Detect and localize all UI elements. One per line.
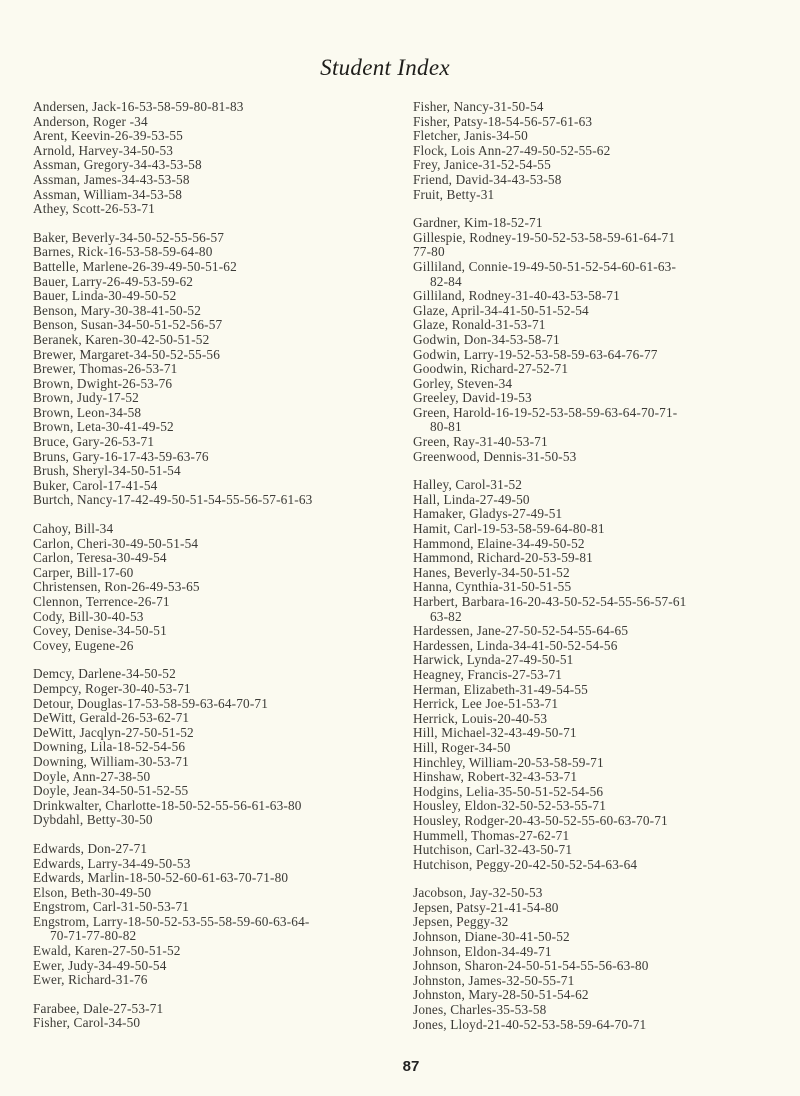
index-entry: Athey, Scott-26-53-71 <box>33 201 155 217</box>
index-entry: Brown, Leon-34-58 <box>33 404 142 420</box>
index-entry: Edwards, Marlin-18-50-52-60-61-63-70-71-80 <box>33 870 289 886</box>
index-entry: Hill, Roger-34-50 <box>413 739 511 755</box>
index-entry: Hanna, Cynthia-31-50-51-55 <box>413 579 572 595</box>
index-entry: Anderson, Roger -34 <box>33 113 148 129</box>
index-entry: Dempcy, Roger-30-40-53-71 <box>33 680 191 696</box>
index-entry: Drinkwalter, Charlotte-18-50-52-55-56-61-63-80 <box>33 797 302 813</box>
index-group-d <box>33 667 403 828</box>
index-entry: Ewald, Karen-27-50-51-52 <box>33 943 181 959</box>
index-entry: Hanes, Beverly-34-50-51-52 <box>413 564 570 580</box>
index-entry: Friend, David-34-43-53-58 <box>413 171 562 187</box>
index-entry: Jepsen, Peggy-32 <box>413 914 509 930</box>
index-entry: Hinchley, William-20-53-58-59-71 <box>413 754 604 770</box>
index-entry: Cody, Bill-30-40-53 <box>33 608 144 624</box>
index-entry: Downing, Lila-18-52-54-56 <box>33 739 186 755</box>
index-entry: Housley, Rodger-20-43-50-52-55-60-63-70-71 <box>413 812 668 828</box>
index-entry: Bauer, Linda-30-49-50-52 <box>33 288 177 304</box>
index-group-g <box>413 216 793 464</box>
index-column-right <box>413 100 793 1046</box>
index-entry: Herrick, Lee Joe-51-53-71 <box>413 696 559 712</box>
index-entry: Edwards, Larry-34-49-50-53 <box>33 855 191 871</box>
page-title: Student Index <box>320 55 450 80</box>
index-entry: Detour, Douglas-17-53-58-59-63-64-70-71 <box>33 695 269 711</box>
page-number: 87 <box>402 1058 420 1075</box>
index-entry: Bauer, Larry-26-49-53-59-62 <box>33 273 194 289</box>
index-entry: Brewer, Thomas-26-53-71 <box>33 361 178 377</box>
index-entry: Clennon, Terrence-26-71 <box>33 594 170 609</box>
index-entry: Gillespie, Rodney-19-50-52-53-58-59-61-64-71 <box>413 229 676 245</box>
index-entry: Christensen, Ron-26-49-53-65 <box>33 579 200 595</box>
index-entry: Gorley, Steven-34 <box>413 375 513 391</box>
index-entry: Hammond, Richard-20-53-59-81 <box>413 550 593 566</box>
index-entry: Hamaker, Gladys-27-49-51 <box>413 506 563 522</box>
index-entry: Gilliland, Rodney-31-40-43-53-58-71 <box>413 288 620 304</box>
index-entry: Green, Ray-31-40-53-71 <box>413 434 548 450</box>
index-entry: Godwin, Larry-19-52-53-58-59-63-64-76-77 <box>413 346 658 362</box>
index-entry: Fisher, Patsy-18-54-56-57-61-63 <box>413 113 593 129</box>
index-entry-continuation: 70-71-77-80-82 <box>50 928 137 944</box>
index-entry: Buker, Carol-17-41-54 <box>33 477 158 493</box>
index-entry: Farabee, Dale-27-53-71 <box>33 1000 164 1016</box>
index-entry: Battelle, Marlene-26-39-49-50-51-62 <box>33 258 237 274</box>
index-entry-continuation: 82-84 <box>430 273 462 289</box>
index-entry: Cahoy, Bill-34 <box>33 521 114 537</box>
index-entry: Carlon, Teresa-30-49-54 <box>33 550 167 566</box>
index-entry: Hall, Linda-27-49-50 <box>413 491 530 507</box>
index-entry: Carper, Bill-17-60 <box>33 564 134 580</box>
index-entry: Hutchison, Peggy-20-42-50-52-54-63-64 <box>413 856 638 872</box>
index-entry: Brown, Judy-17-52 <box>33 390 139 406</box>
index-entry: Housley, Eldon-32-50-52-53-55-71 <box>413 798 607 814</box>
index-entry: Hammond, Elaine-34-49-50-52 <box>413 535 585 551</box>
index-entry: Hill, Michael-32-43-49-50-71 <box>413 725 577 741</box>
index-entry: Covey, Eugene-26 <box>33 637 134 653</box>
index-entry: Ewer, Richard-31-76 <box>33 972 148 988</box>
index-group-e <box>33 842 403 988</box>
index-entry: DeWitt, Jacqlyn-27-50-51-52 <box>33 724 194 740</box>
index-entry: Hardessen, Jane-27-50-52-54-55-64-65 <box>413 623 629 639</box>
index-group-f <box>33 1002 403 1031</box>
index-entry: Ewer, Judy-34-49-50-54 <box>33 957 167 973</box>
index-entry: Baker, Beverly-34-50-52-55-56-57 <box>33 229 225 245</box>
index-entry: Brewer, Margaret-34-50-52-55-56 <box>33 346 221 362</box>
index-group-a <box>33 100 403 217</box>
index-entry: Assman, James-34-43-53-58 <box>33 171 190 187</box>
index-entry: Johnson, Eldon-34-49-71 <box>413 943 552 959</box>
index-entry: Fletcher, Janis-34-50 <box>413 128 528 144</box>
index-column-left <box>33 100 403 1045</box>
index-entry: Assman, William-34-53-58 <box>33 186 183 202</box>
index-entry-continuation: 80-81 <box>430 419 462 435</box>
index-entry: Godwin, Don-34-53-58-71 <box>413 331 560 347</box>
index-entry: Benson, Mary-30-38-41-50-52 <box>33 302 202 318</box>
index-entry: Brown, Dwight-26-53-76 <box>33 375 173 391</box>
index-entry: Covey, Denise-34-50-51 <box>33 623 167 639</box>
index-entry: Beranek, Karen-30-42-50-51-52 <box>33 331 210 347</box>
index-entry: Flock, Lois Ann-27-49-50-52-55-62 <box>413 142 611 158</box>
index-entry: Glaze, Ronald-31-53-71 <box>413 317 546 333</box>
index-entry: Barnes, Rick-16-53-58-59-64-80 <box>33 244 213 260</box>
index-entry: Johnson, Diane-30-41-50-52 <box>413 929 570 945</box>
index-group-f-cont <box>413 100 793 202</box>
index-group-c <box>33 522 403 653</box>
index-entry: Brush, Sheryl-34-50-51-54 <box>33 463 181 479</box>
index-entry: Assman, Gregory-34-43-53-58 <box>33 157 202 173</box>
index-entry: Elson, Beth-30-49-50 <box>33 884 152 900</box>
index-entry: Fisher, Nancy-31-50-54 <box>413 99 544 114</box>
index-entry: Fruit, Betty-31 <box>413 186 495 202</box>
index-entry: Fisher, Carol-34-50 <box>33 1015 141 1031</box>
index-entry: Carlon, Cheri-30-49-50-51-54 <box>33 535 199 551</box>
index-entry: Goodwin, Richard-27-52-71 <box>413 361 569 377</box>
index-entry: Hinshaw, Robert-32-43-53-71 <box>413 769 578 785</box>
index-entry: Greeley, David-19-53 <box>413 390 532 406</box>
index-entry: Harwick, Lynda-27-49-50-51 <box>413 652 574 668</box>
index-entry: Johnston, Mary-28-50-51-54-62 <box>413 987 589 1003</box>
index-entry: Bruns, Gary-16-17-43-59-63-76 <box>33 448 209 464</box>
index-entry: Arnold, Harvey-34-50-53 <box>33 142 174 158</box>
index-entry: Andersen, Jack-16-53-58-59-80-81-83 <box>33 99 244 114</box>
index-entry: Hutchison, Carl-32-43-50-71 <box>413 842 573 858</box>
index-entry: Green, Harold-16-19-52-53-58-59-63-64-70-71- <box>413 404 678 420</box>
index-entry: Brown, Leta-30-41-49-52 <box>33 419 174 435</box>
index-entry: Glaze, April-34-41-50-51-52-54 <box>413 302 589 318</box>
index-entry: Doyle, Ann-27-38-50 <box>33 768 151 784</box>
index-group-j <box>413 886 793 1032</box>
index-entry: Harbert, Barbara-16-20-43-50-52-54-55-56-57-61 <box>413 594 687 609</box>
index-entry: Jacobson, Jay-32-50-53 <box>413 885 543 901</box>
index-entry: Johnson, Sharon-24-50-51-54-55-56-63-80 <box>413 958 649 974</box>
index-entry: Greenwood, Dennis-31-50-53 <box>413 448 577 464</box>
index-entry: Gardner, Kim-18-52-71 <box>413 215 543 231</box>
index-entry: Dybdahl, Betty-30-50 <box>33 812 153 828</box>
index-entry: Hummell, Thomas-27-62-71 <box>413 827 570 843</box>
index-entry-continuation: 63-82 <box>430 608 462 624</box>
index-entry: DeWitt, Gerald-26-53-62-71 <box>33 710 190 726</box>
index-entry: Heagney, Francis-27-53-71 <box>413 666 563 682</box>
index-entry: Bruce, Gary-26-53-71 <box>33 434 155 450</box>
index-entry: Herrick, Louis-20-40-53 <box>413 710 548 726</box>
index-entry-continuation: 77-80 <box>413 244 445 260</box>
index-entry: Engstrom, Carl-31-50-53-71 <box>33 899 190 915</box>
index-entry: Arent, Keevin-26-39-53-55 <box>33 128 183 144</box>
index-entry: Hardessen, Linda-34-41-50-52-54-56 <box>413 637 618 653</box>
index-entry: Doyle, Jean-34-50-51-52-55 <box>33 783 189 799</box>
index-entry: Hodgins, Lelia-35-50-51-52-54-56 <box>413 783 604 799</box>
index-entry: Frey, Janice-31-52-54-55 <box>413 157 551 173</box>
index-entry: Edwards, Don-27-71 <box>33 840 148 856</box>
index-entry: Herman, Elizabeth-31-49-54-55 <box>413 681 588 697</box>
index-entry: Gilliland, Connie-19-49-50-51-52-54-60-61-63- <box>413 258 677 274</box>
index-group-b <box>33 231 403 508</box>
index-entry: Jepsen, Patsy-21-41-54-80 <box>413 899 559 915</box>
index-entry: Downing, William-30-53-71 <box>33 753 189 769</box>
index-group-h <box>413 478 793 872</box>
index-entry: Jones, Charles-35-53-58 <box>413 1002 547 1018</box>
index-entry: Engstrom, Larry-18-50-52-53-55-58-59-60-63-64- <box>33 913 310 929</box>
index-entry: Demcy, Darlene-34-50-52 <box>33 666 176 682</box>
index-entry: Johnston, James-32-50-55-71 <box>413 972 575 988</box>
index-entry: Jones, Lloyd-21-40-52-53-58-59-64-70-71 <box>413 1016 647 1032</box>
index-entry: Burtch, Nancy-17-42-49-50-51-54-55-56-57-61-63 <box>33 492 313 508</box>
index-entry: Benson, Susan-34-50-51-52-56-57 <box>33 317 223 333</box>
index-entry: Halley, Carol-31-52 <box>413 477 523 493</box>
index-entry: Hamit, Carl-19-53-58-59-64-80-81 <box>413 521 605 537</box>
